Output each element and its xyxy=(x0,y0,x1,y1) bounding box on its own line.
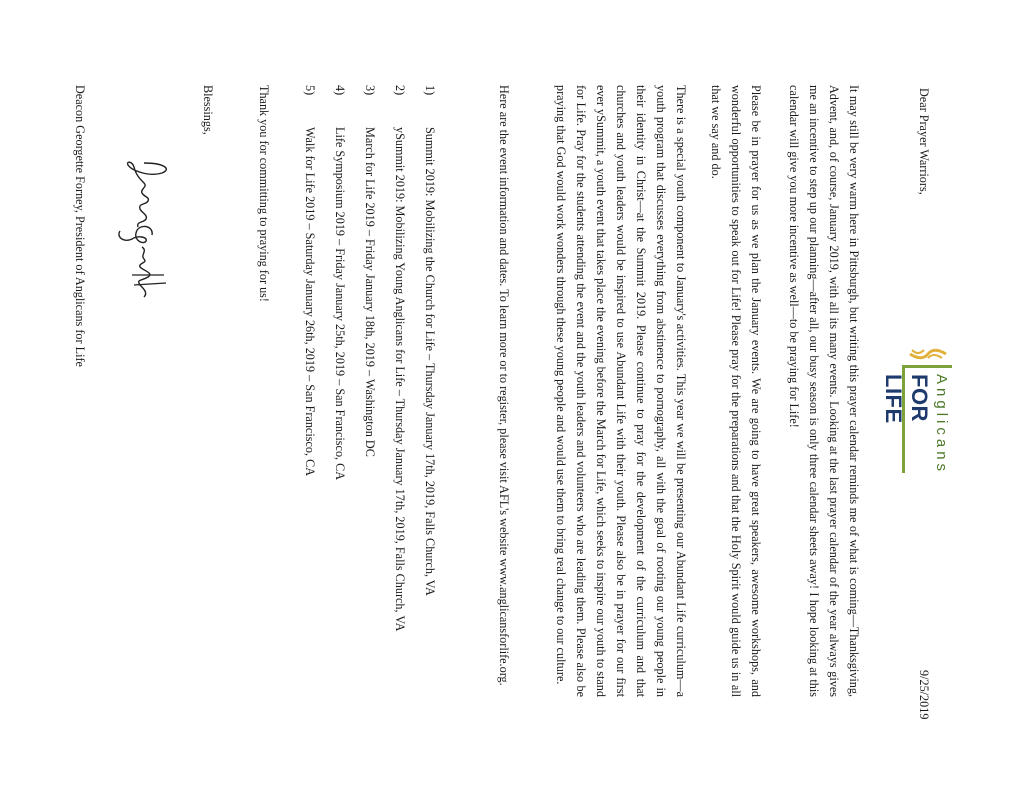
event-text: Life Symposium 2019 – Friday January 25th, 2019 – San Francisco, CA xyxy=(333,127,347,481)
event-text: Walk for Life 2019 – Saturday January 26th, 2019 – San Francisco, CA xyxy=(303,127,317,477)
closing: Blessings, xyxy=(201,85,215,135)
thank-you-line: Thank you for committing to praying for us! xyxy=(257,85,271,302)
event-item xyxy=(290,85,320,725)
signer-name: Deacon Georgette Forney, President of Anglicans for Life xyxy=(73,85,87,367)
anglicans-for-life-logo xyxy=(881,345,956,476)
flame-icon xyxy=(904,345,952,363)
event-item xyxy=(320,85,350,725)
event-item xyxy=(380,85,410,725)
event-number: 3) xyxy=(363,85,377,96)
paragraph-event-info: Here are the event information and dates. To learn more or to register, please visit AFL's website www.anglicansforlife.org. xyxy=(497,85,511,686)
paragraph-youth: There is a special youth component to January's activities. This year we will be presenting our Abundant Life curriculum—a youth program that discusses everything from abstinence to pornography, all with the goal of rooting our young people in their identity in Christ—at the Summit 2019. Please continue to pray for the development of the curriculum and that churches and youth leaders would be inspired to use Abundant Life with their youth. Please also be in prayer for our first ever ySummit, a youth event that takes place the evening before the March for Life, which seeks to inspire our youth to stand for Life. Pray for the students attending the event and the youth leaders and volunteers who are leading them. Please also be praying that God would work wonders through these young people and would use them to bring real change to our culture. xyxy=(554,85,688,697)
event-item xyxy=(410,85,440,725)
event-number: 2) xyxy=(393,85,407,96)
handwritten-signature xyxy=(109,155,184,305)
logo-frame xyxy=(881,365,952,476)
greeting: Dear Prayer Warriors, xyxy=(917,88,931,195)
event-number: 5) xyxy=(303,85,317,96)
paragraph-intro: It may still be very warm here in Pittsburgh, but writing this prayer calendar reminds me of what is coming—Thanksgiving, Advent, and, of course, January 2019, with all its many events. Looking at the last prayer calendar of the year always gives me an incentive to step up our planning—after all, our busy season is only three calendar sheets away! I hope looking at this calendar will give you more incentive as well—to be praying for Life! xyxy=(787,85,861,697)
event-list xyxy=(290,85,440,725)
paragraph-prayer-request: Please be in prayer for us as we plan the January events. We are going to have great speakers, awesome workshops, and wonderful opportunities to speak out for Life! Please pray for the preparations and that the Holy Spirit would guide us in all that we say and do. xyxy=(709,85,763,697)
event-text: Summit 2019: Mobilizing the Church for Life – Thursday January 17th, 2019, Falls Church, VA xyxy=(423,127,437,596)
event-number: 4) xyxy=(333,85,347,96)
logo-top-line: Anglicans xyxy=(933,374,950,476)
event-text: March for Life 2019 – Friday January 18th, 2019 – Washington DC xyxy=(363,127,377,457)
letter-date: 9/25/2019 xyxy=(917,670,931,720)
event-text: ySummit 2019: Mobilizing Young Anglicans for Life – Thursday January 17th, 2019, Falls Church, VA xyxy=(393,127,407,632)
event-item xyxy=(350,85,380,725)
logo-bottom-line: FOR LIFE xyxy=(881,374,932,424)
event-number: 1) xyxy=(423,85,437,96)
